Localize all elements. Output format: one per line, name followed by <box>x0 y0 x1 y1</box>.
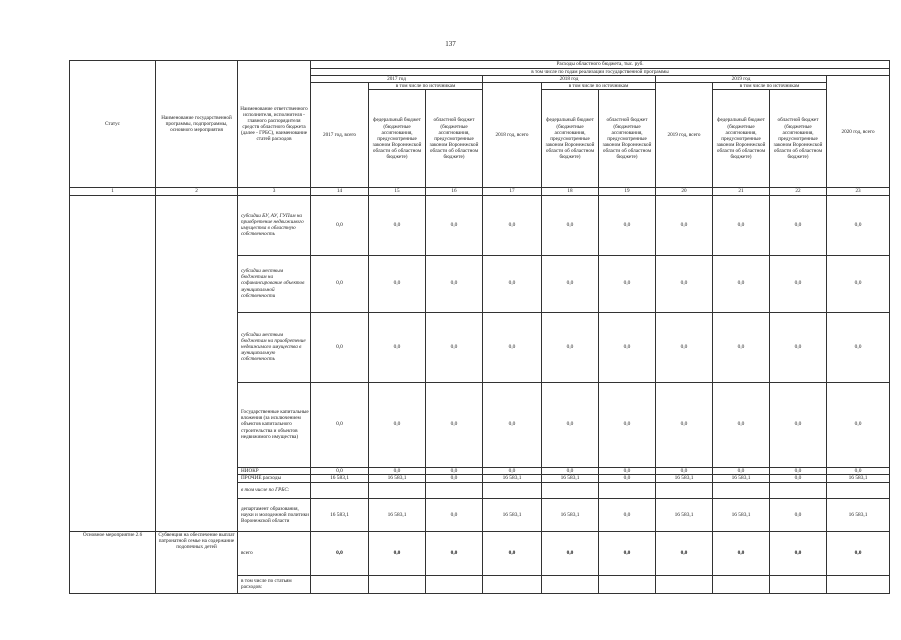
budget-table <box>69 60 890 594</box>
value-cell: 0,0 <box>599 498 656 531</box>
empty-cell <box>827 482 890 498</box>
header-status: Статус <box>70 61 156 188</box>
header-year-2017: 2017 год <box>311 76 483 83</box>
value-cell: 0,0 <box>656 195 713 255</box>
empty-cell <box>770 482 827 498</box>
header-regional-2017: областной бюджет (бюджетные ассигнования, предусмотренные законом Воронежской области об областном бюджете) <box>426 90 483 188</box>
column-number: 20 <box>656 188 713 195</box>
row-label: НИОКР <box>238 467 311 474</box>
row-label: субсидии местным бюджетам на софинансирование объектов муниципальной собственности <box>238 255 311 312</box>
column-number: 14 <box>311 188 369 195</box>
value-cell: 16 583,1 <box>542 498 599 531</box>
value-cell: 0,0 <box>770 467 827 474</box>
empty-cell <box>426 482 483 498</box>
value-cell: 0,0 <box>483 312 542 382</box>
value-cell: 0,0 <box>426 474 483 482</box>
table-row <box>70 531 890 575</box>
row-label: в том числе по ГРБС: <box>238 482 311 498</box>
value-cell: 0,0 <box>770 255 827 312</box>
empty-cell <box>599 575 656 593</box>
header-total-2018: 2018 год, всего <box>483 83 542 188</box>
row-label: департамент образования, науки и молодежной политики Воронежской области <box>238 498 311 531</box>
status-cell-empty <box>70 195 156 531</box>
value-cell: 0,0 <box>713 531 770 575</box>
value-cell: 0,0 <box>311 531 369 575</box>
value-cell: 0,0 <box>311 255 369 312</box>
value-cell: 0,0 <box>827 467 890 474</box>
value-cell: 0,0 <box>369 467 426 474</box>
value-cell: 16 583,1 <box>483 474 542 482</box>
value-cell: 0,0 <box>599 531 656 575</box>
value-cell: 0,0 <box>656 467 713 474</box>
empty-cell <box>770 575 827 593</box>
value-cell: 0,0 <box>542 531 599 575</box>
value-cell: 16 583,1 <box>369 474 426 482</box>
column-number: 21 <box>713 188 770 195</box>
header-year-2018: 2018 год <box>483 76 656 83</box>
value-cell: 0,0 <box>542 195 599 255</box>
column-number: 18 <box>542 188 599 195</box>
value-cell: 0,0 <box>827 195 890 255</box>
value-cell: 16 583,1 <box>542 474 599 482</box>
program-cell: Субвенция на обеспечение выплат патронатной семье на содержание подопечных детей <box>156 531 238 593</box>
column-number: 23 <box>827 188 890 195</box>
value-cell: 0,0 <box>311 312 369 382</box>
value-cell: 0,0 <box>369 195 426 255</box>
value-cell: 0,0 <box>369 382 426 467</box>
budget-table-sheet <box>69 60 879 594</box>
column-number: 15 <box>369 188 426 195</box>
value-cell: 0,0 <box>483 195 542 255</box>
value-cell: 0,0 <box>426 312 483 382</box>
value-cell: 16 583,1 <box>656 474 713 482</box>
value-cell: 0,0 <box>599 382 656 467</box>
header-year-2019: 2019 год <box>656 76 827 83</box>
value-cell: 0,0 <box>599 195 656 255</box>
empty-cell <box>656 575 713 593</box>
header-expenses-title: Расходы областного бюджета, тыс. руб. <box>311 61 890 69</box>
header-sources-2018: в том числе по источникам <box>542 83 656 90</box>
value-cell: 0,0 <box>713 195 770 255</box>
header-total-2017: 2017 год, всего <box>311 83 369 188</box>
column-number: 3 <box>238 188 311 195</box>
status-cell: Основное мероприятие 2.6 <box>70 531 156 593</box>
value-cell: 0,0 <box>827 382 890 467</box>
value-cell: 0,0 <box>542 382 599 467</box>
value-cell: 0,0 <box>770 195 827 255</box>
row-label: Государственные капитальные вложения (за исключением объектов капитального строительства и объектов недвижимого имущества) <box>238 382 311 467</box>
value-cell: 0,0 <box>311 467 369 474</box>
value-cell: 16 583,1 <box>311 498 369 531</box>
empty-cell <box>542 482 599 498</box>
value-cell: 0,0 <box>369 531 426 575</box>
empty-cell <box>599 482 656 498</box>
value-cell: 0,0 <box>311 195 369 255</box>
value-cell: 0,0 <box>483 467 542 474</box>
value-cell: 16 583,1 <box>656 498 713 531</box>
value-cell: 0,0 <box>542 255 599 312</box>
value-cell: 16 583,1 <box>713 498 770 531</box>
value-cell: 0,0 <box>713 312 770 382</box>
value-cell: 16 583,1 <box>311 474 369 482</box>
header-regional-2019: областной бюджет (бюджетные ассигнования, предусмотренные законом Воронежской области об областном бюджете) <box>770 90 827 188</box>
value-cell: 0,0 <box>713 467 770 474</box>
value-cell: 0,0 <box>426 531 483 575</box>
value-cell: 0,0 <box>656 531 713 575</box>
value-cell: 16 583,1 <box>483 498 542 531</box>
column-number: 2 <box>156 188 238 195</box>
value-cell: 0,0 <box>770 531 827 575</box>
value-cell: 0,0 <box>483 255 542 312</box>
row-label: в том числе по статьям расходов: <box>238 575 311 593</box>
header-total-2020: 2020 год, всего <box>827 76 890 188</box>
column-number: 1 <box>70 188 156 195</box>
value-cell: 0,0 <box>426 255 483 312</box>
column-number: 17 <box>483 188 542 195</box>
value-cell: 16 583,1 <box>827 474 890 482</box>
value-cell: 0,0 <box>542 467 599 474</box>
value-cell: 0,0 <box>713 255 770 312</box>
value-cell: 0,0 <box>426 195 483 255</box>
value-cell: 0,0 <box>311 382 369 467</box>
value-cell: 0,0 <box>483 531 542 575</box>
value-cell: 0,0 <box>426 467 483 474</box>
empty-cell <box>426 575 483 593</box>
empty-cell <box>369 575 426 593</box>
value-cell: 0,0 <box>426 498 483 531</box>
empty-cell <box>713 482 770 498</box>
value-cell: 0,0 <box>599 467 656 474</box>
value-cell: 0,0 <box>770 312 827 382</box>
empty-cell <box>311 482 369 498</box>
value-cell: 0,0 <box>599 255 656 312</box>
header-program: Наименование государственной программы, подпрограммы, основного мероприятия <box>156 61 238 188</box>
header-by-years: в том числе по годам реализации государственной программы <box>311 69 890 76</box>
table-row <box>70 195 890 255</box>
value-cell: 0,0 <box>827 255 890 312</box>
row-label: ПРОЧИЕ расходы <box>238 474 311 482</box>
empty-cell <box>542 575 599 593</box>
header-sources-2017: в том числе по источникам <box>369 83 483 90</box>
empty-cell <box>483 482 542 498</box>
header-executor: Наименование ответственного исполнителя, исполнителя - главного распорядителя средств областного бюджета (далее - ГРБС), наименование статей расходов <box>238 61 311 188</box>
value-cell: 0,0 <box>770 498 827 531</box>
header-total-2019: 2019 год, всего <box>656 83 713 188</box>
empty-cell <box>656 482 713 498</box>
value-cell: 0,0 <box>827 531 890 575</box>
value-cell: 0,0 <box>770 382 827 467</box>
empty-cell <box>827 575 890 593</box>
header-regional-2018: областной бюджет (бюджетные ассигнования, предусмотренные законом Воронежской области об областном бюджете) <box>599 90 656 188</box>
empty-cell <box>483 575 542 593</box>
row-label: субсидии местным бюджетам на приобретение недвижимого имущества в муниципальную собственность <box>238 312 311 382</box>
value-cell: 0,0 <box>542 312 599 382</box>
empty-cell <box>369 482 426 498</box>
page-number: 137 <box>445 40 456 48</box>
column-number: 16 <box>426 188 483 195</box>
value-cell: 16 583,1 <box>713 474 770 482</box>
row-label: субсидии БУ, АУ, ГУПам на приобретение недвижимого имущества в областную собственность <box>238 195 311 255</box>
empty-cell <box>311 575 369 593</box>
value-cell: 0,0 <box>656 312 713 382</box>
header-sources-2019: в том числе по источникам <box>713 83 827 90</box>
row-label: всего <box>238 531 311 575</box>
empty-cell <box>713 575 770 593</box>
value-cell: 16 583,1 <box>827 498 890 531</box>
value-cell: 16 583,1 <box>369 498 426 531</box>
value-cell: 0,0 <box>369 312 426 382</box>
value-cell: 0,0 <box>369 255 426 312</box>
value-cell: 0,0 <box>827 312 890 382</box>
column-number: 19 <box>599 188 656 195</box>
value-cell: 0,0 <box>599 312 656 382</box>
column-number: 22 <box>770 188 827 195</box>
program-cell-empty <box>156 195 238 531</box>
value-cell: 0,0 <box>483 382 542 467</box>
value-cell: 0,0 <box>713 382 770 467</box>
value-cell: 0,0 <box>770 474 827 482</box>
value-cell: 0,0 <box>426 382 483 467</box>
header-federal-2017: федеральный бюджет (бюджетные ассигнования, предусмотренные законом Воронежской области об областном бюджете) <box>369 90 426 188</box>
value-cell: 0,0 <box>656 255 713 312</box>
header-federal-2019: федеральный бюджет (бюджетные ассигнования, предусмотренные законом Воронежской области об областном бюджете) <box>713 90 770 188</box>
value-cell: 0,0 <box>599 474 656 482</box>
value-cell: 0,0 <box>656 382 713 467</box>
header-federal-2018: федеральный бюджет (бюджетные ассигнования, предусмотренные законом Воронежской области об областном бюджете) <box>542 90 599 188</box>
